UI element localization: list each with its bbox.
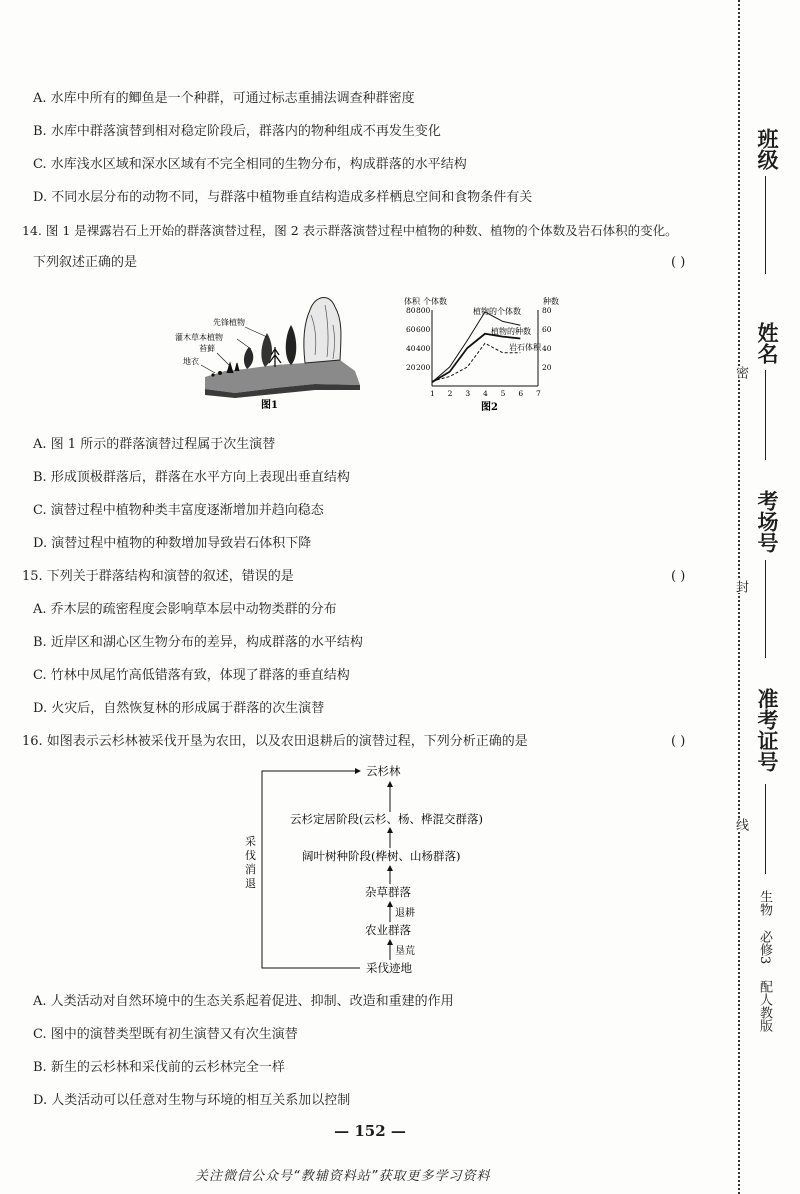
- flow-spruce-forest: 云杉林: [366, 764, 401, 778]
- flow-left-label-3: 消: [245, 863, 256, 876]
- binding-dotted-line: [738, 0, 740, 1194]
- fig2-xtick: 1: [430, 389, 435, 398]
- fig2-ytick-individuals: 800: [416, 306, 431, 315]
- q15-option-b: B. 近岸区和湖心区生物分布的差异，构成群落的水平结构: [33, 635, 363, 650]
- flow-left-label-4: 退: [245, 877, 256, 890]
- q14-option-d: D. 演替过程中植物的种数增加导致岩石体积下降: [33, 536, 312, 551]
- fig2-ytick-individuals: 200: [416, 363, 431, 372]
- flow-spruce-settle: 云杉定居阶段(云杉、杨、桦混交群落): [290, 812, 483, 826]
- q13-option-c: C. 水库浅水区域和深水区域有不完全相同的生物分布，构成群落的水平结构: [33, 157, 467, 172]
- q16-stem: 16. 如图表示云杉林被采伐开垦为农田，以及农田退耕后的演替过程，下列分析正确的是: [22, 734, 528, 749]
- q16-answer-paren: ( ): [671, 734, 686, 749]
- seal-mark-mi: 密: [733, 366, 748, 379]
- fig2-ylabel-individuals: 个体数: [423, 297, 447, 306]
- fig2-ytick-volume: 60: [406, 325, 416, 334]
- fig2-ylabel-species: 种数: [543, 297, 559, 306]
- q15-option-c: C. 竹林中凤尾竹高低错落有致，体现了群落的垂直结构: [33, 668, 350, 683]
- flow-broadleaf-stage: 阔叶树种阶段(桦树、山杨群落): [302, 849, 461, 863]
- name-fill-line: [765, 370, 766, 460]
- flow-reclaim: 垦荒: [395, 946, 415, 957]
- fig2-legend-rock: 岩石体积: [509, 343, 541, 352]
- flow-farm-community: 农业群落: [365, 923, 411, 937]
- flow-logged-land: 采伐迹地: [366, 961, 412, 975]
- q15-option-d: D. 火灾后，自然恢复林的形成属于群落的次生演替: [33, 701, 325, 716]
- fig2-ytick-species: 40: [542, 344, 552, 353]
- series-rock-volume-line: [432, 343, 520, 381]
- fig2-ytick-species: 80: [542, 306, 552, 315]
- fig2-ytick-volume: 80: [406, 306, 416, 315]
- class-fill-line: [765, 176, 766, 274]
- q16-option-b: B. 新生的云杉林和采伐前的云杉林完全一样: [33, 1060, 285, 1075]
- series-species-line: [432, 334, 520, 382]
- fig2-xtick: 7: [536, 389, 541, 398]
- fig2-xtick: 4: [483, 389, 488, 398]
- q15-option-a: A. 乔木层的疏密程度会影响草本层中动物类群的分布: [33, 602, 337, 617]
- seal-mark-xian: 线: [733, 818, 748, 831]
- ticket-number-fill-line: [765, 784, 766, 874]
- q14-stem-cont: 下列叙述正确的是: [33, 255, 138, 270]
- q15-stem: 15. 下列关于群落结构和演替的叙述，错误的是: [22, 569, 294, 584]
- book-label: 必修3: [757, 930, 772, 965]
- fig2-ytick-volume: 20: [406, 363, 416, 372]
- flow-left-label-2: 伐: [245, 849, 256, 862]
- seal-mark-feng: 封: [733, 580, 748, 593]
- exam-room-fill-line: [765, 560, 766, 658]
- page-number: — 152 —: [334, 1122, 406, 1140]
- name-label: 姓名: [755, 322, 780, 364]
- series-individuals-line: [432, 312, 520, 382]
- q13-option-b: B. 水库中群落演替到相对稳定阶段后，群落内的物种组成不再发生变化: [33, 124, 441, 139]
- q16-option-d: D. 人类活动可以任意对生物与环境的相互关系加以控制: [33, 1093, 351, 1108]
- q13-option-a: A. 水库中所有的鲫鱼是一个种群，可通过标志重捕法调查种群密度: [33, 91, 415, 106]
- figure-2-line-chart: [403, 292, 575, 414]
- q14-stem: 14. 图 1 是裸露岩石上开始的群落演替过程，图 2 表示群落演替过程中植物的种数、植物的个体数及岩石体积的变化。: [22, 223, 678, 238]
- ticket-number-label: 准考证号: [755, 688, 780, 772]
- q14-option-b: B. 形成顶极群落后，群落在水平方向上表现出垂直结构: [33, 470, 350, 485]
- fig1-label-moss: 苔藓: [199, 344, 215, 353]
- fig2-xtick: 3: [465, 389, 471, 398]
- flow-left-label-1: 采: [245, 835, 256, 848]
- fig1-label-lichen: 地衣: [183, 357, 199, 366]
- q14-option-c: C. 演替过程中植物种类丰富度逐渐增加并趋向稳态: [33, 503, 324, 518]
- q16-option-a: A. 人类活动对自然环境中的生态关系起着促进、抑制、改造和重建的作用: [33, 994, 454, 1009]
- q14-option-a: A. 图 1 所示的群落演替过程属于次生演替: [33, 437, 276, 452]
- fig2-legend-individuals: 植物的个体数: [473, 307, 521, 316]
- fig2-ytick-species: 60: [542, 325, 552, 334]
- footer-note: 关注微信公众号“教辅资料站”获取更多学习资料: [195, 1169, 491, 1184]
- fig2-xtick: 6: [518, 389, 524, 398]
- fig2-ytick-volume: 40: [406, 344, 416, 353]
- fig2-ytick-individuals: 400: [416, 344, 431, 353]
- fig1-caption: 图1: [261, 400, 278, 410]
- q15-answer-paren: ( ): [671, 569, 686, 584]
- flow-return-farmland: 退耕: [395, 908, 415, 919]
- q16-option-c: C. 图中的演替类型既有初生演替又有次生演替: [33, 1027, 298, 1042]
- succession-flow-diagram: [238, 760, 523, 980]
- class-label: 班级: [755, 128, 780, 170]
- fig2-ylabel-volume: 体积: [404, 297, 420, 306]
- exam-room-label: 考场号: [755, 490, 780, 553]
- fig1-label-shrub: 灌木草本植物: [175, 333, 223, 342]
- fig2-caption: 图2: [481, 402, 498, 413]
- fig2-ytick-individuals: 600: [416, 325, 431, 334]
- fig2-ytick-species: 20: [542, 363, 552, 372]
- fig2-xtick: 2: [447, 389, 453, 398]
- fig1-label-pioneer: 先锋植物: [213, 318, 245, 327]
- flow-weed-community: 杂草群落: [365, 885, 411, 899]
- edition-label: 配人教版: [757, 980, 772, 1032]
- figure-1-succession-illustration: [165, 285, 365, 410]
- q13-option-d: D. 不同水层分布的动物不同，与群落中植物垂直结构造成多样栖息空间和食物条件有关: [33, 190, 533, 205]
- q14-answer-paren: ( ): [671, 255, 686, 270]
- logging-loop-arrow: [262, 771, 360, 968]
- fig2-legend-species: 植物的种数: [491, 327, 531, 336]
- fig2-xtick: 5: [500, 389, 506, 398]
- subject-label: 生物: [757, 890, 772, 916]
